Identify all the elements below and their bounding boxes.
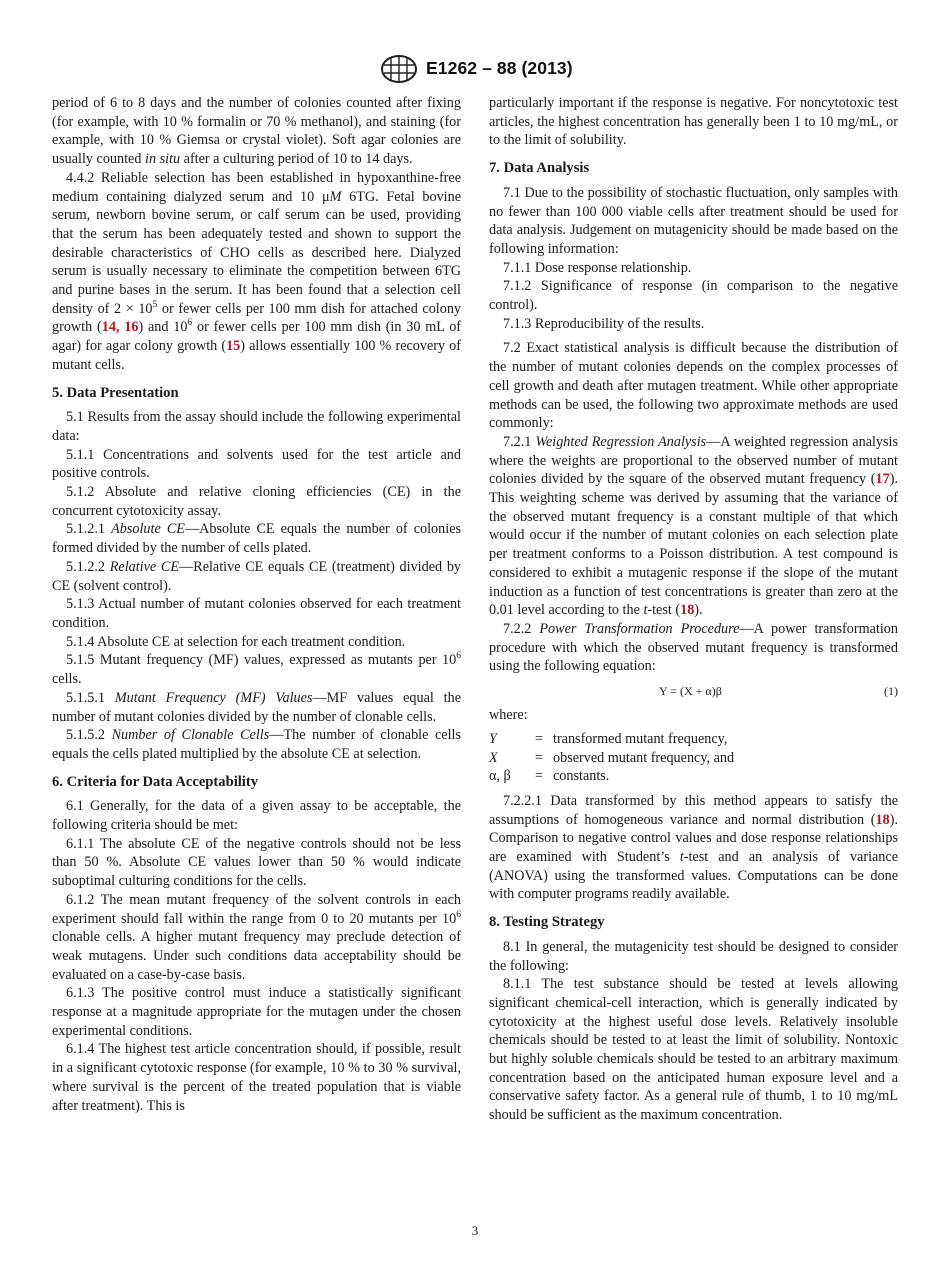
paragraph-6-1: 6.1 Generally, for the data of a given assay to be acceptable, the following criteria should be met: bbox=[52, 798, 461, 834]
section-heading-5: 5. Data Presentation bbox=[52, 384, 179, 401]
paragraph-5-1-2-2: 5.1.2.2 Relative CE—Relative CE equals CE (treatment) divided by CE (solvent control). bbox=[52, 558, 462, 594]
left-column bbox=[52, 94, 461, 1115]
paragraph-8-1-1: 8.1.1 The test substance should be tested at levels allowing significant chemical-cell interaction, which is generally indicated by cytotoxicity at the highest useful dose levels. Relatively insoluble chemicals should be tested to at least the limit of solubility. Nontoxic but highly soluble chemicals should be tested to an arbitrary maximum concentration based on the anticipated human exposure level and a conservative safety factor. As a general rule of thumb, 1 to 10 mg/mL should be sufficient as the maximum concentration. bbox=[489, 976, 898, 1124]
where-label: where: bbox=[489, 707, 528, 724]
paragraph-7-1-1: 7.1.1 Dose response relationship. bbox=[503, 259, 692, 276]
equation-formula: Y = (X + α)β bbox=[659, 684, 722, 699]
equation-number: (1) bbox=[884, 684, 898, 699]
paragraph-6-1-4-continued: particularly important if the response is negative. For noncytotoxic test articles, the highest concentration has generally been 1 to 10 mg/mL, or to the limit of solubility. bbox=[489, 95, 898, 149]
paragraph-7-1-3: 7.1.3 Reproducibility of the results. bbox=[503, 315, 705, 332]
reference-link[interactable]: 15 bbox=[226, 338, 241, 355]
paragraph-5-1-3: 5.1.3 Actual number of mutant colonies observed for each treatment condition. bbox=[52, 596, 461, 631]
section-heading-8: 8. Testing Strategy bbox=[489, 914, 605, 931]
paragraph-7-1-2: 7.1.2 Significance of response (in comparison to the negative control). bbox=[489, 278, 898, 314]
reference-link[interactable]: 17 bbox=[875, 471, 890, 488]
page-header bbox=[0, 54, 950, 86]
paragraph-7-1: 7.1 Due to the possibility of stochastic fluctuation, only samples with no fewer than 100 000 viable cells after treatment should be used for data analysis. Judgement on mutagenicity should be made based on the following information: bbox=[489, 184, 898, 257]
paragraph-5-1-5: 5.1.5 Mutant frequency (MF) values, expressed as mutants per $10^6$ cells. bbox=[52, 651, 461, 688]
paragraph-4-4-2: 4.4.2 Reliable selection has been established in hypoxanthine-free medium containing dialyzed serum and 10 μM 6TG. Fetal bovine serum, newborn bovine serum, or calf serum can be used, providing that the serum has been adequately tested and shown to support the desirable characteristics of CHO cells as described here. Dialyzed serum is usually necessary to eliminate the competition between 6TG and purine bases in the serum. It has been found that a selection cell density of $2 \times 10^5$ or fewer cells per 100 mm dish for attached colony growth (14, 16) and $10^6$ or fewer cells per 100 mm dish (in 30 mL of agar) for agar colony growth (15) allows essentially 100 % recovery of mutant cells. bbox=[52, 169, 462, 373]
paragraph-intro-continued: period of 6 to 8 days and the number of colonies counted after fixing (for example, with 10 % formalin or 70 % methanol), and staining (for example, with 10 % Giemsa or crystal violet). Soft agar colonies are usually counted in situ after a culturing period of 10 to 14 days. bbox=[52, 95, 461, 168]
reference-link[interactable]: 14 bbox=[101, 319, 116, 336]
document-designation: E1262 – 88 (2013) bbox=[426, 58, 573, 78]
section-heading-6: 6. Criteria for Data Acceptability bbox=[52, 773, 259, 790]
paragraph-8-1: 8.1 In general, the mutagenicity test should be designed to consider the following: bbox=[489, 938, 898, 974]
paragraph-5-1-2-1: 5.1.2.1 Absolute CE—Absolute CE equals the number of colonies formed divided by the number of cells plated. bbox=[52, 521, 462, 557]
right-column bbox=[489, 94, 898, 1125]
page-number: 3 bbox=[471, 1223, 479, 1238]
paragraph-7-2: 7.2 Exact statistical analysis is difficult because the distribution of the number of mutant colonies depends on the complex processes of cell growth and death after mutagen treatment. While other appropriate methods can be used, the following two approximate methods are used commonly: bbox=[489, 340, 898, 432]
paragraph-6-1-4: 6.1.4 The highest test article concentration should, if possible, result in a significant cytotoxic response (for example, 10 % to 30 % survival, where survival is the percent of the treated population that is viable after treatment). This is bbox=[52, 1041, 461, 1114]
paragraph-5-1: 5.1 Results from the assay should include the following experimental data: bbox=[52, 409, 461, 444]
section-heading-7: 7. Data Analysis bbox=[489, 160, 590, 177]
astm-logo-icon bbox=[380, 54, 418, 84]
paragraph-7-2-2-1: 7.2.2.1 Data transformed by this method appears to satisfy the assumptions of homogeneous variance and normal distribution (18). Comparison to negative control values and dose response relationships are examined with Student’s t-test and an analysis of variance (ANOVA) using the transformed values. Computations can be done with computer programs readily available. bbox=[489, 792, 899, 903]
reference-link[interactable]: 16 bbox=[124, 319, 139, 336]
paragraph-7-2-2: 7.2.2 Power Transformation Procedure—A power transformation procedure with which the observed mutant frequency is transformed using the following equation: bbox=[489, 620, 898, 675]
equation-1 bbox=[489, 680, 898, 702]
paragraph-6-1-2: 6.1.2 The mean mutant frequency of the solvent controls in each experiment should fall within the range from 0 to 20 mutants per $10^6$ clonable cells. A higher mutant frequency may preclude detection of weak mutagens. Under such conditions data acceptability should be evaluated on a case-by-case basis. bbox=[52, 891, 461, 983]
variable-row: α, β = constants. bbox=[489, 768, 610, 785]
paragraph-7-2-1: 7.2.1 Weighted Regression Analysis—A weighted regression analysis where the weights are proportional to the observed number of mutant colonies divided by the square of the observed mutant frequency (17). This weighting scheme was derived by assuming that the variance of the observed mutant frequency is a constant multiple of that which would occur if the number of mutant colonies on each selection plate per treatment conforms to a Poisson distribution. A test compound is considered to exhibit a mutagenic response if the slope of the mutant induction as a function of test concentrations is greater than zero at the 0.01 level according to the t-test (18). bbox=[489, 433, 899, 619]
paragraph-5-1-4: 5.1.4 Absolute CE at selection for each treatment condition. bbox=[66, 633, 406, 650]
variable-definitions bbox=[489, 730, 898, 786]
paragraph-5-1-2: 5.1.2 Absolute and relative cloning efficiencies (CE) in the concurrent cytotoxicity assay. bbox=[52, 484, 461, 519]
paragraph-5-1-5-2: 5.1.5.2 Number of Clonable Cells—The number of clonable cells equals the cells plated multiplied by the absolute CE at selection. bbox=[52, 727, 461, 762]
paragraph-6-1-3: 6.1.3 The positive control must induce a statistically significant response at a magnitude appropriate for the mutagen under the chosen experimental conditions. bbox=[52, 985, 461, 1039]
reference-link[interactable]: 18 bbox=[680, 602, 695, 619]
variable-row: Y = transformed mutant frequency, bbox=[489, 730, 728, 747]
variable-row: X = observed mutant frequency, and bbox=[489, 749, 735, 766]
reference-link[interactable]: 18 bbox=[875, 811, 890, 828]
paragraph-5-1-5-1: 5.1.5.1 Mutant Frequency (MF) Values—MF values equal the number of mutant colonies divided by the number of clonable cells. bbox=[52, 689, 462, 725]
paragraph-6-1-1: 6.1.1 The absolute CE of the negative controls should not be less than 50 %. Absolute CE values lower than 50 % would indicate suboptimal culturing conditions for the cells. bbox=[52, 835, 461, 890]
paragraph-5-1-1: 5.1.1 Concentrations and solvents used for the test article and positive controls. bbox=[52, 446, 461, 482]
